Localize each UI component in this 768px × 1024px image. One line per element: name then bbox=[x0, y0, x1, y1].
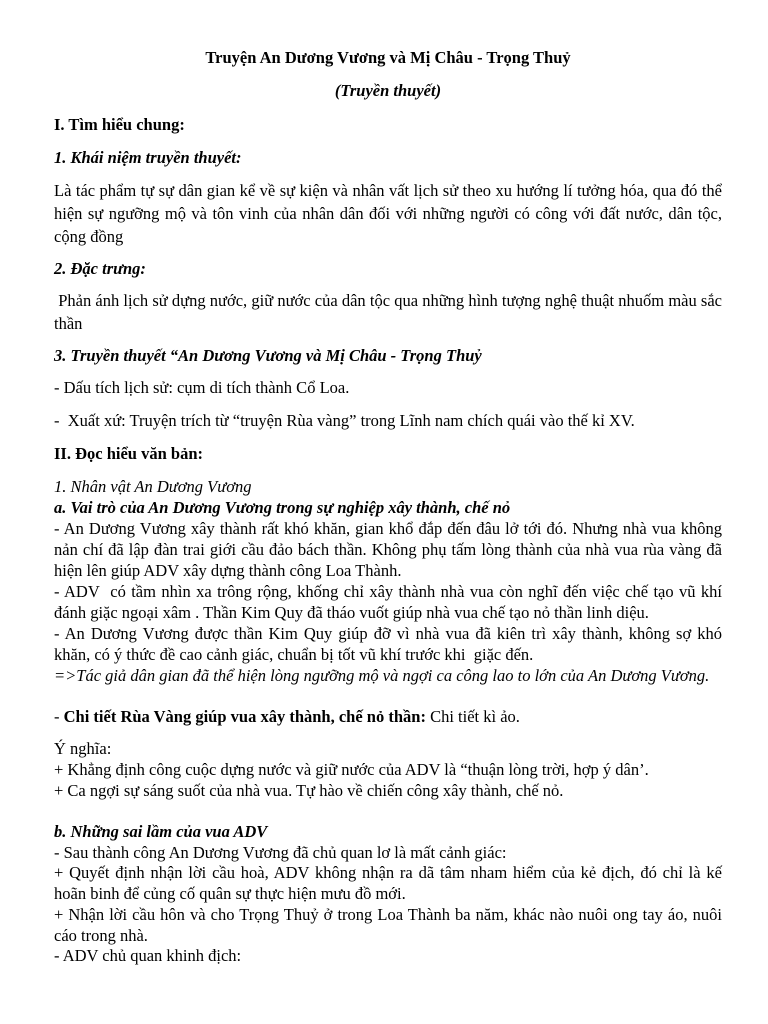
paragraph: =>Tác giả dân gian đã thể hiện lòng ngưỡng mộ và ngợi ca công lao to lớn của An Dương Vương. bbox=[54, 666, 710, 685]
paragraph: - An Dương Vương được thần Kim Quy giúp đỡ vì nhà vua đã kiên trì xây thành, không sợ khó khăn, có ý thức đề cao cảnh giác, chuẩn bị tốt vũ khí trước khi giặc đến. bbox=[54, 624, 727, 664]
paragraph: - An Dương Vương xây thành rất khó khăn, gian khổ đắp đến đâu lở tới đó. Nhưng nhà vua không nản chí đã lập đàn trai giới cầu đảo bách thần. Không phụ tấm lòng thành của nhà vua rùa vàng đã hiện lên giúp ADV xây dựng thành công Loa Thành. bbox=[54, 519, 722, 580]
subsection-heading: 1. Nhân vật An Dương Vương bbox=[54, 477, 252, 496]
subsection-heading: 2. Đặc trưng: bbox=[54, 259, 146, 278]
subsection-heading: a. Vai trò của An Dương Vương trong sự nghiệp xây thành, chế nỏ bbox=[54, 498, 511, 517]
paragraph bbox=[54, 706, 722, 727]
list-item: + Nhận lời cầu hôn và cho Trọng Thuỷ ở trong Loa Thành ba năm, khác nào nuôi ong tay áo, nuôi cáo trong nhà. bbox=[54, 905, 722, 945]
paragraph: - Dấu tích lịch sử: cụm di tích thành Cổ Loa. bbox=[54, 378, 350, 397]
bold-phrase: Chi tiết Rùa Vàng giúp vua xây thành, chế nỏ thần: bbox=[63, 707, 426, 726]
subsection-heading: 3. Truyền thuyết “An Dương Vương và Mị Châu - Trọng Thuỷ bbox=[54, 346, 482, 365]
section-heading: I. Tìm hiểu chung: bbox=[54, 115, 185, 134]
subsection-heading: b. Những sai lầm của vua ADV bbox=[54, 822, 268, 841]
paragraph: - Sau thành công An Dương Vương đã chủ quan lơ là mất cảnh giác: bbox=[54, 843, 507, 862]
list-marker: - bbox=[54, 707, 64, 726]
paragraph: - ADV chủ quan khinh địch: bbox=[54, 946, 242, 965]
list-item: + Quyết định nhận lời cầu hoà, ADV không nhận ra dã tâm nham hiểm của kẻ địch, đó chỉ là kế hoãn binh để củng cố quân sự thực hiện mưu đồ mới. bbox=[54, 863, 722, 903]
text-run: Chi tiết kì ảo. bbox=[425, 707, 520, 726]
list-item: + Khẳng định công cuộc dựng nước và giữ nước của ADV là “thuận lòng trời, hợp ý dân’. bbox=[54, 760, 649, 779]
paragraph: - ADV có tầm nhìn xa trông rộng, khống chỉ xây thành nhà vua còn nghĩ đến việc chế tạo vũ khí đánh giặc ngoại xâm . Thần Kim Quy đã tháo vuốt giúp nhà vua chế tạo nỏ thần linh diệu. bbox=[54, 582, 727, 622]
paragraph: Ý nghĩa: bbox=[54, 739, 112, 758]
paragraph: Là tác phẩm tự sự dân gian kể về sự kiện và nhân vất lịch sử theo xu hướng lí tưởng hóa, qua đó thể hiện sự ngưỡng mộ và tôn vinh của nhân dân đối với những người có công với đất nước, dân tộc, cộng đồng bbox=[54, 181, 722, 246]
list-item: + Ca ngợi sự sáng suốt của nhà vua. Tự hào về chiến công xây thành, chế nỏ. bbox=[54, 781, 564, 800]
subsection-heading: 1. Khái niệm truyền thuyết: bbox=[54, 148, 242, 167]
paragraph: - Xuất xứ: Truyện trích từ “truyện Rùa vàng” trong Lĩnh nam chích quái vào thế kỉ XV. bbox=[54, 411, 635, 430]
paragraph: Phản ánh lịch sử dựng nước, giữ nước của dân tộc qua những hình tượng nghệ thuật nhuốm màu sắc thần bbox=[54, 291, 727, 333]
document-subtitle: (Truyền thuyết) bbox=[334, 81, 442, 100]
section-heading: II. Đọc hiểu văn bản: bbox=[54, 444, 203, 463]
document-title: Truyện An Dương Vương và Mị Châu - Trọng Thuỷ bbox=[205, 48, 571, 67]
